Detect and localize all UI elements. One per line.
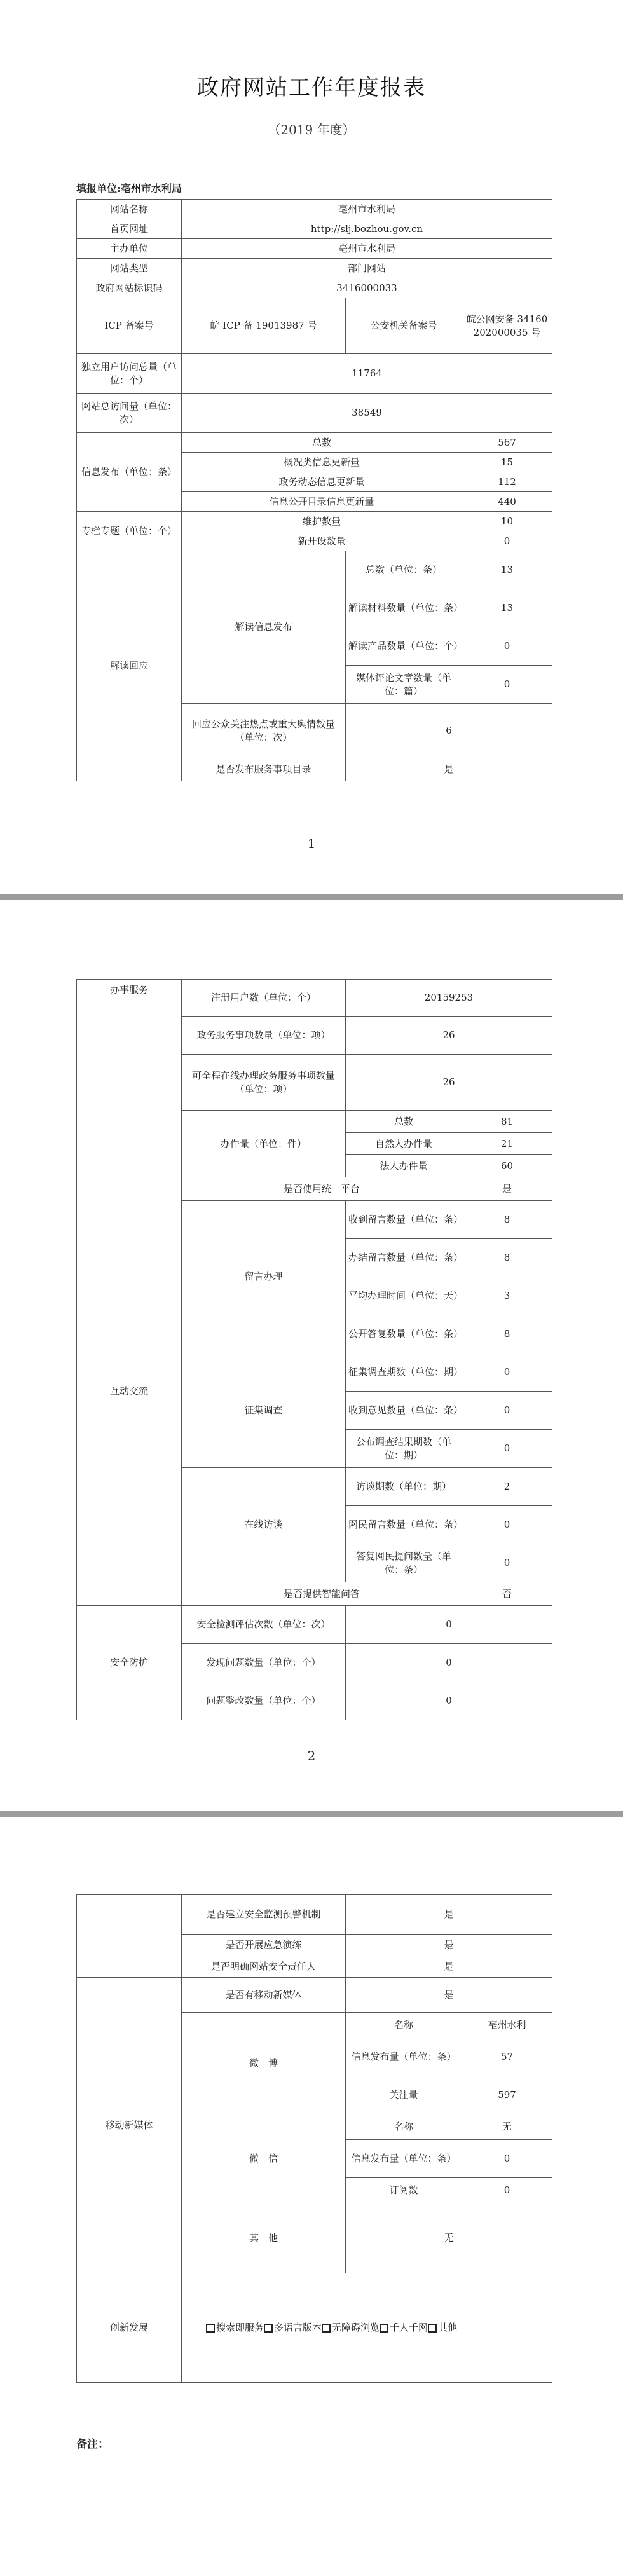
value: 0 [346, 1682, 552, 1720]
label: 关注量 [346, 2076, 462, 2114]
label: 政府网站标识码 [77, 278, 182, 298]
value: 3 [462, 1277, 552, 1315]
value: 皖公网安备 34160202000035 号 [462, 298, 552, 354]
label: 名称 [346, 2013, 462, 2038]
table-page-2 [76, 979, 552, 1720]
label: 媒体评论文章数量（单位：篇） [346, 666, 462, 704]
page-2 [0, 900, 623, 1811]
label: 公安机关备案号 [346, 298, 462, 354]
checkbox-accessibility[interactable] [322, 2324, 331, 2333]
label: 专栏专题（单位：个） [77, 512, 182, 551]
value: 57 [462, 2038, 552, 2076]
label: 网站总访问量（单位：次） [77, 394, 182, 433]
value: 567 [462, 433, 552, 453]
remarks: 备注： [76, 2438, 109, 2451]
label: 回应公众关注热点或重大舆情数量（单位：次） [182, 704, 346, 758]
label: 发现问题数量（单位：个） [182, 1644, 346, 1682]
value: 8 [462, 1201, 552, 1239]
label: 问题整改数量（单位：个） [182, 1682, 346, 1720]
value: 440 [462, 492, 552, 512]
label: 网站类型 [77, 259, 182, 278]
table-page-3 [76, 1894, 552, 2383]
value: 3416000033 [182, 278, 552, 298]
label: 收到留言数量（单位：条） [346, 1201, 462, 1239]
blank-cell [77, 1895, 182, 1978]
label: 总数 [182, 433, 462, 453]
label: 首页网址 [77, 219, 182, 239]
value: 26 [346, 1017, 552, 1055]
table-page-1 [76, 199, 552, 781]
page-number: 2 [307, 1748, 316, 1764]
label: 解读材料数量（单位：条） [346, 589, 462, 627]
page-separator [0, 1811, 623, 1817]
label: 解读信息发布 [182, 551, 346, 704]
label: 答复网民提问数量（单位：条） [346, 1544, 462, 1582]
label: 新开设数量 [182, 531, 462, 551]
value: 是 [346, 1978, 552, 2013]
value: 0 [462, 1506, 552, 1544]
value: 是 [346, 758, 552, 781]
label: 是否提供智能问答 [182, 1582, 462, 1606]
page-3 [0, 1817, 623, 2576]
label: 移动新媒体 [77, 1978, 182, 2273]
label: 微 博 [182, 2013, 346, 2114]
value: 0 [462, 531, 552, 551]
value: 15 [462, 453, 552, 472]
option-label: 无障碍浏览 [332, 2322, 380, 2333]
value: 部门网站 [182, 259, 552, 278]
label: 维护数量 [182, 512, 462, 531]
value: 亳州市水利局 [182, 239, 552, 259]
value: 亳州水利 [462, 2013, 552, 2038]
option-label: 多语言版本 [274, 2322, 322, 2333]
page-1 [0, 0, 623, 893]
value: 597 [462, 2076, 552, 2114]
label: 征集调查期数（单位：期） [346, 1353, 462, 1392]
label: 是否开展应急演练 [182, 1935, 346, 1956]
innovation-options [182, 2273, 552, 2383]
label: 政务动态信息更新量 [182, 472, 462, 492]
page-number: 1 [307, 836, 316, 851]
label: 主办单位 [77, 239, 182, 259]
label: 办事服务 [77, 980, 182, 1177]
option-label: 搜索即服务 [216, 2322, 264, 2333]
label: ICP 备案号 [77, 298, 182, 354]
value: 8 [462, 1239, 552, 1277]
page-separator [0, 894, 623, 900]
value: http://slj.bozhou.gov.cn [182, 219, 552, 239]
value: 是 [346, 1935, 552, 1956]
value: 0 [346, 1606, 552, 1644]
value: 21 [462, 1133, 552, 1155]
label: 互动交流 [77, 1177, 182, 1606]
value: 2 [462, 1468, 552, 1506]
label: 订阅数 [346, 2178, 462, 2203]
value: 13 [462, 589, 552, 627]
value: 0 [346, 1644, 552, 1682]
label: 信息发布（单位：条） [77, 433, 182, 512]
reporting-unit: 填报单位:亳州市水利局 [76, 182, 182, 195]
checkbox-personalized[interactable] [380, 2324, 388, 2333]
value: 无 [346, 2203, 552, 2273]
label: 微 信 [182, 2114, 346, 2203]
label: 信息发布量（单位：条） [346, 2038, 462, 2076]
value: 0 [462, 2178, 552, 2203]
value: 38549 [182, 394, 552, 433]
value: 是 [346, 1956, 552, 1978]
checkbox-other[interactable] [428, 2324, 437, 2333]
value: 11764 [182, 354, 552, 394]
value: 112 [462, 472, 552, 492]
value: 26 [346, 1055, 552, 1111]
value: 81 [462, 1111, 552, 1133]
value: 13 [462, 551, 552, 589]
value: 是 [346, 1895, 552, 1935]
label: 是否发布服务事项目录 [182, 758, 346, 781]
value: 0 [462, 1544, 552, 1582]
label: 法人办件量 [346, 1155, 462, 1177]
value: 无 [462, 2114, 552, 2140]
value: 否 [462, 1582, 552, 1606]
label: 解读回应 [77, 551, 182, 781]
value: 0 [462, 1392, 552, 1430]
label: 公布调查结果期数（单位：期） [346, 1430, 462, 1468]
checkbox-search-service[interactable] [206, 2324, 215, 2333]
label: 名称 [346, 2114, 462, 2140]
label: 办件量（单位：件） [182, 1111, 346, 1177]
label: 是否明确网站安全责任人 [182, 1956, 346, 1978]
label: 自然人办件量 [346, 1133, 462, 1155]
label: 信息发布量（单位：条） [346, 2140, 462, 2178]
label: 解读产品数量（单位：个） [346, 627, 462, 666]
option-label: 千人千网 [390, 2322, 428, 2333]
label: 注册用户数（单位：个） [182, 980, 346, 1017]
label: 可全程在线办理政务服务事项数量（单位：项） [182, 1055, 346, 1111]
value: 0 [462, 1430, 552, 1468]
label: 留言办理 [182, 1201, 346, 1353]
label: 征集调查 [182, 1353, 346, 1468]
value: 皖 ICP 备 19013987 号 [182, 298, 346, 354]
value: 亳州市水利局 [182, 200, 552, 219]
value: 6 [346, 704, 552, 758]
label: 网民留言数量（单位：条） [346, 1506, 462, 1544]
value: 0 [462, 2140, 552, 2178]
label: 在线访谈 [182, 1468, 346, 1582]
value: 是 [462, 1177, 552, 1201]
label: 收到意见数量（单位：条） [346, 1392, 462, 1430]
label: 独立用户访问总量（单位：个） [77, 354, 182, 394]
label: 安全防护 [77, 1606, 182, 1720]
label: 其 他 [182, 2203, 346, 2273]
label: 平均办理时间（单位：天） [346, 1277, 462, 1315]
label: 是否建立安全监测预警机制 [182, 1895, 346, 1935]
option-label: 其他 [438, 2322, 458, 2333]
report-title: 政府网站工作年度报表 [197, 75, 426, 100]
label: 网站名称 [77, 200, 182, 219]
label: 创新发展 [77, 2273, 182, 2383]
checkbox-multilingual[interactable] [264, 2324, 273, 2333]
label: 信息公开目录信息更新量 [182, 492, 462, 512]
value: 8 [462, 1315, 552, 1353]
label: 办结留言数量（单位：条） [346, 1239, 462, 1277]
label: 是否使用统一平台 [182, 1177, 462, 1201]
value: 60 [462, 1155, 552, 1177]
label: 安全检测评估次数（单位：次） [182, 1606, 346, 1644]
value: 0 [462, 627, 552, 666]
value: 10 [462, 512, 552, 531]
label: 总数 [346, 1111, 462, 1133]
label: 政务服务事项数量（单位：项） [182, 1017, 346, 1055]
value: 0 [462, 1353, 552, 1392]
report-year: （2019 年度） [268, 122, 355, 137]
value: 0 [462, 666, 552, 704]
label: 概况类信息更新量 [182, 453, 462, 472]
value: 20159253 [346, 980, 552, 1017]
label: 总数（单位：条） [346, 551, 462, 589]
label: 是否有移动新媒体 [182, 1978, 346, 2013]
label: 访谈期数（单位：期） [346, 1468, 462, 1506]
label: 公开答复数量（单位：条） [346, 1315, 462, 1353]
